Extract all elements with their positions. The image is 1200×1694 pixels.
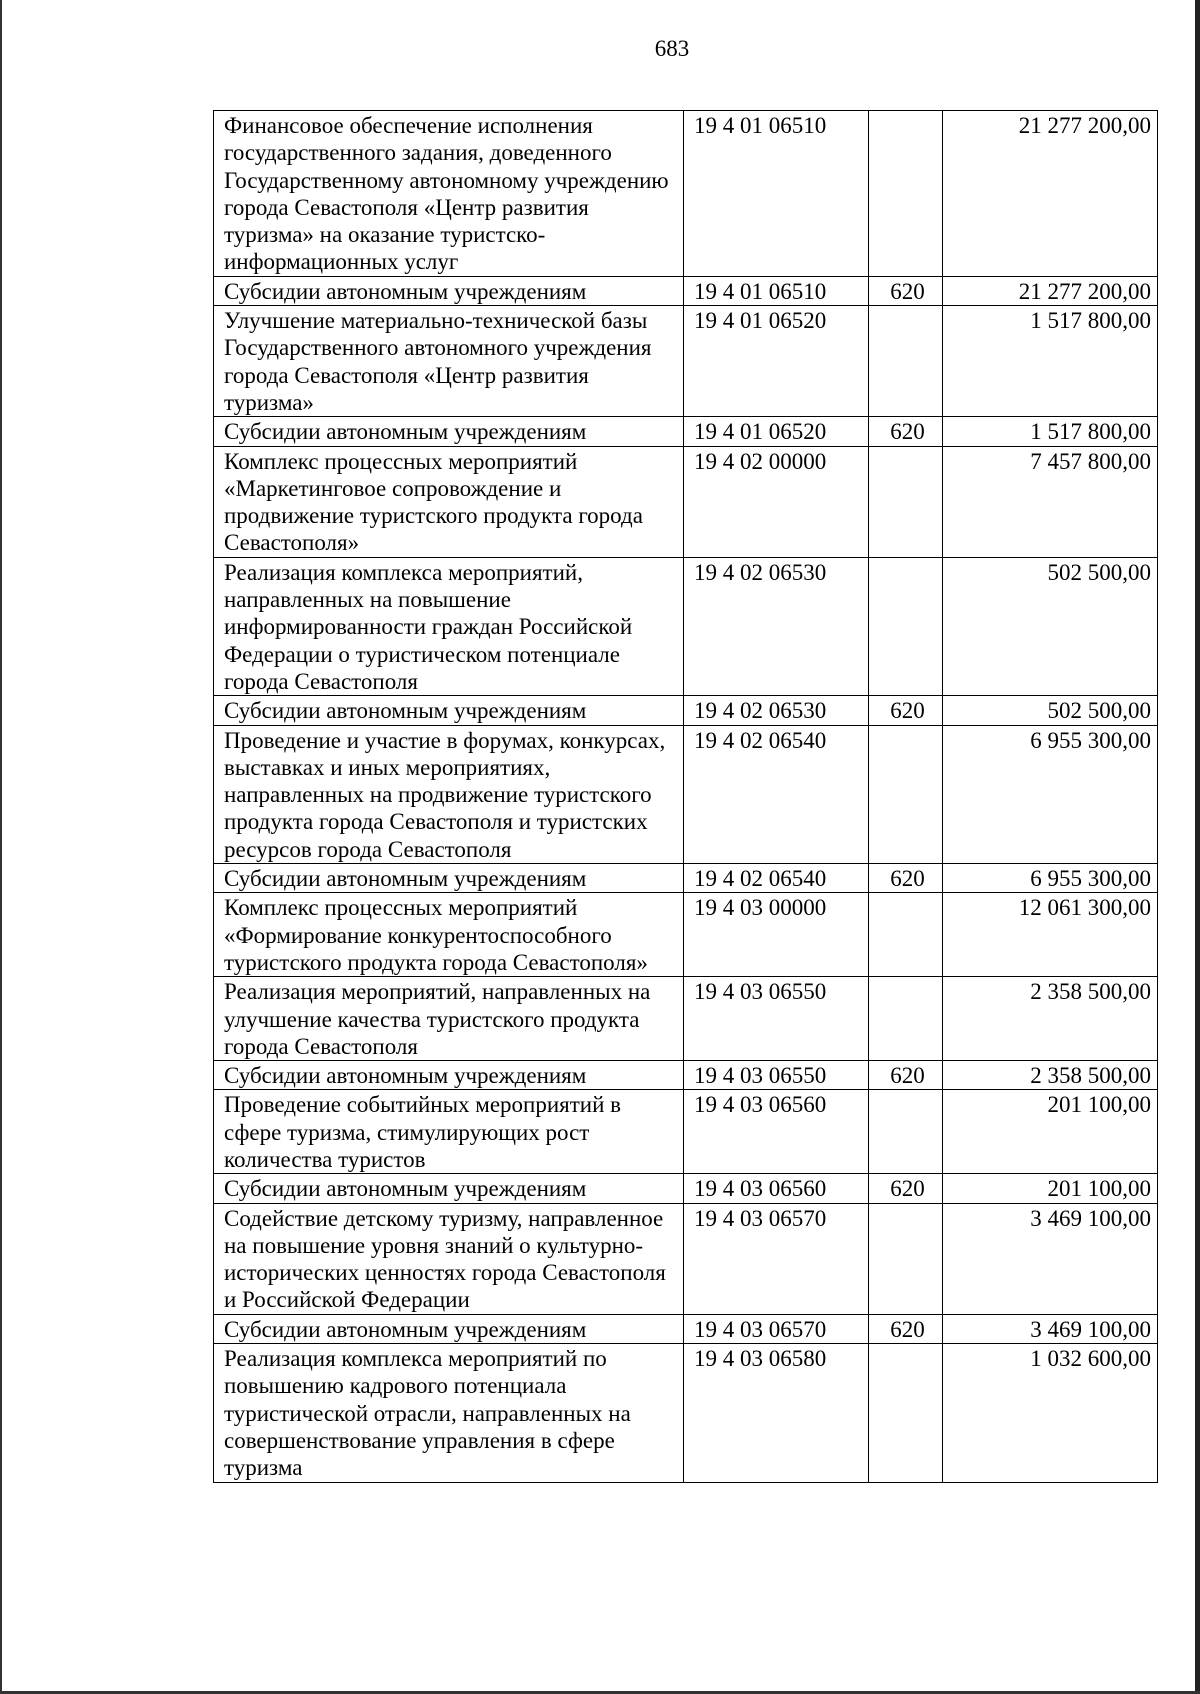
expense-type-cell: 620 (869, 864, 943, 893)
expense-type-cell: 620 (869, 696, 943, 725)
target-article-code-cell: 19 4 03 06580 (684, 1344, 869, 1482)
amount-cell: 21 277 200,00 (943, 276, 1158, 305)
expense-type-cell (869, 1344, 943, 1482)
expense-name-cell: Содействие детскому туризму, направленное на повышение уровня знаний о культурно-исторических ценностях города Севастополя и Российской Федерации (214, 1203, 684, 1314)
expense-name-cell: Субсидии автономным учреждениям (214, 1061, 684, 1090)
expense-name-cell: Реализация мероприятий, направленных на улучшение качества туристского продукта города Севастополя (214, 977, 684, 1061)
amount-cell: 1 032 600,00 (943, 1344, 1158, 1482)
amount-cell: 1 517 800,00 (943, 417, 1158, 446)
target-article-code-cell: 19 4 02 06530 (684, 696, 869, 725)
expense-type-cell: 620 (869, 1314, 943, 1343)
amount-cell: 1 517 800,00 (943, 306, 1158, 417)
amount-cell: 12 061 300,00 (943, 893, 1158, 977)
amount-cell: 21 277 200,00 (943, 111, 1158, 277)
table-row (214, 557, 1158, 695)
table-row (214, 1174, 1158, 1203)
expense-name-cell: Комплекс процессных мероприятий «Маркетинговое сопровождение и продвижение туристского продукта города Севастополя» (214, 446, 684, 557)
expense-type-cell: 620 (869, 1174, 943, 1203)
table-row (214, 1090, 1158, 1174)
expense-name-cell: Комплекс процессных мероприятий «Формирование конкурентоспособного туристского продукта города Севастополя» (214, 893, 684, 977)
target-article-code-cell: 19 4 02 06540 (684, 725, 869, 863)
expense-type-cell (869, 1203, 943, 1314)
table-row (214, 276, 1158, 305)
budget-table (213, 110, 1158, 1483)
amount-cell: 3 469 100,00 (943, 1314, 1158, 1343)
table-row (214, 306, 1158, 417)
expense-type-cell: 620 (869, 1061, 943, 1090)
target-article-code-cell: 19 4 03 06570 (684, 1203, 869, 1314)
table-row (214, 111, 1158, 277)
scan-right-edge (1195, 0, 1200, 1694)
table-row (214, 1061, 1158, 1090)
budget-table-body (214, 111, 1158, 1483)
amount-cell: 201 100,00 (943, 1090, 1158, 1174)
expense-type-cell (869, 306, 943, 417)
expense-type-cell: 620 (869, 276, 943, 305)
expense-name-cell: Субсидии автономным учреждениям (214, 696, 684, 725)
expense-name-cell: Субсидии автономным учреждениям (214, 417, 684, 446)
table-row (214, 696, 1158, 725)
expense-name-cell: Проведение и участие в форумах, конкурсах, выставках и иных мероприятиях, направленных на продвижение туристского продукта города Севастополя и туристских ресурсов города Севастополя (214, 725, 684, 863)
target-article-code-cell: 19 4 03 06550 (684, 977, 869, 1061)
amount-cell: 502 500,00 (943, 557, 1158, 695)
table-row (214, 893, 1158, 977)
expense-type-cell: 620 (869, 417, 943, 446)
expense-name-cell: Финансовое обеспечение исполнения государственного задания, доведенного Государственному автономному учреждению города Севастополя «Центр развития туризма» на оказание туристско-информационных услуг (214, 111, 684, 277)
expense-type-cell (869, 893, 943, 977)
target-article-code-cell: 19 4 03 06550 (684, 1061, 869, 1090)
expense-name-cell: Субсидии автономным учреждениям (214, 864, 684, 893)
expense-name-cell: Улучшение материально-технической базы Государственного автономного учреждения города Севастополя «Центр развития туризма» (214, 306, 684, 417)
amount-cell: 7 457 800,00 (943, 446, 1158, 557)
target-article-code-cell: 19 4 02 00000 (684, 446, 869, 557)
target-article-code-cell: 19 4 01 06510 (684, 111, 869, 277)
table-row (214, 864, 1158, 893)
expense-type-cell (869, 1090, 943, 1174)
amount-cell: 3 469 100,00 (943, 1203, 1158, 1314)
target-article-code-cell: 19 4 03 06560 (684, 1174, 869, 1203)
scan-left-edge (0, 0, 2, 1694)
expense-name-cell: Субсидии автономным учреждениям (214, 276, 684, 305)
expense-type-cell (869, 977, 943, 1061)
table-row (214, 417, 1158, 446)
target-article-code-cell: 19 4 02 06540 (684, 864, 869, 893)
page-number: 683 (654, 36, 690, 61)
amount-cell: 2 358 500,00 (943, 1061, 1158, 1090)
expense-type-cell (869, 557, 943, 695)
expense-name-cell: Реализация комплекса мероприятий по повышению кадрового потенциала туристической отрасли, направленных на совершенствование управления в сфере туризма (214, 1344, 684, 1482)
target-article-code-cell: 19 4 03 06560 (684, 1090, 869, 1174)
amount-cell: 2 358 500,00 (943, 977, 1158, 1061)
table-row (214, 1314, 1158, 1343)
target-article-code-cell: 19 4 03 00000 (684, 893, 869, 977)
target-article-code-cell: 19 4 01 06520 (684, 306, 869, 417)
expense-name-cell: Проведение событийных мероприятий в сфере туризма, стимулирующих рост количества туристов (214, 1090, 684, 1174)
expense-type-cell (869, 111, 943, 277)
target-article-code-cell: 19 4 02 06530 (684, 557, 869, 695)
target-article-code-cell: 19 4 03 06570 (684, 1314, 869, 1343)
table-row (214, 446, 1158, 557)
target-article-code-cell: 19 4 01 06510 (684, 276, 869, 305)
expense-name-cell: Реализация комплекса мероприятий, направленных на повышение информированности граждан Российской Федерации о туристическом потенциале города Севастополя (214, 557, 684, 695)
expense-type-cell (869, 725, 943, 863)
table-row (214, 1203, 1158, 1314)
amount-cell: 201 100,00 (943, 1174, 1158, 1203)
amount-cell: 6 955 300,00 (943, 864, 1158, 893)
table-row (214, 1344, 1158, 1482)
amount-cell: 502 500,00 (943, 696, 1158, 725)
table-row (214, 725, 1158, 863)
expense-name-cell: Субсидии автономным учреждениям (214, 1174, 684, 1203)
expense-type-cell (869, 446, 943, 557)
table-row (214, 977, 1158, 1061)
expense-name-cell: Субсидии автономным учреждениям (214, 1314, 684, 1343)
amount-cell: 6 955 300,00 (943, 725, 1158, 863)
target-article-code-cell: 19 4 01 06520 (684, 417, 869, 446)
